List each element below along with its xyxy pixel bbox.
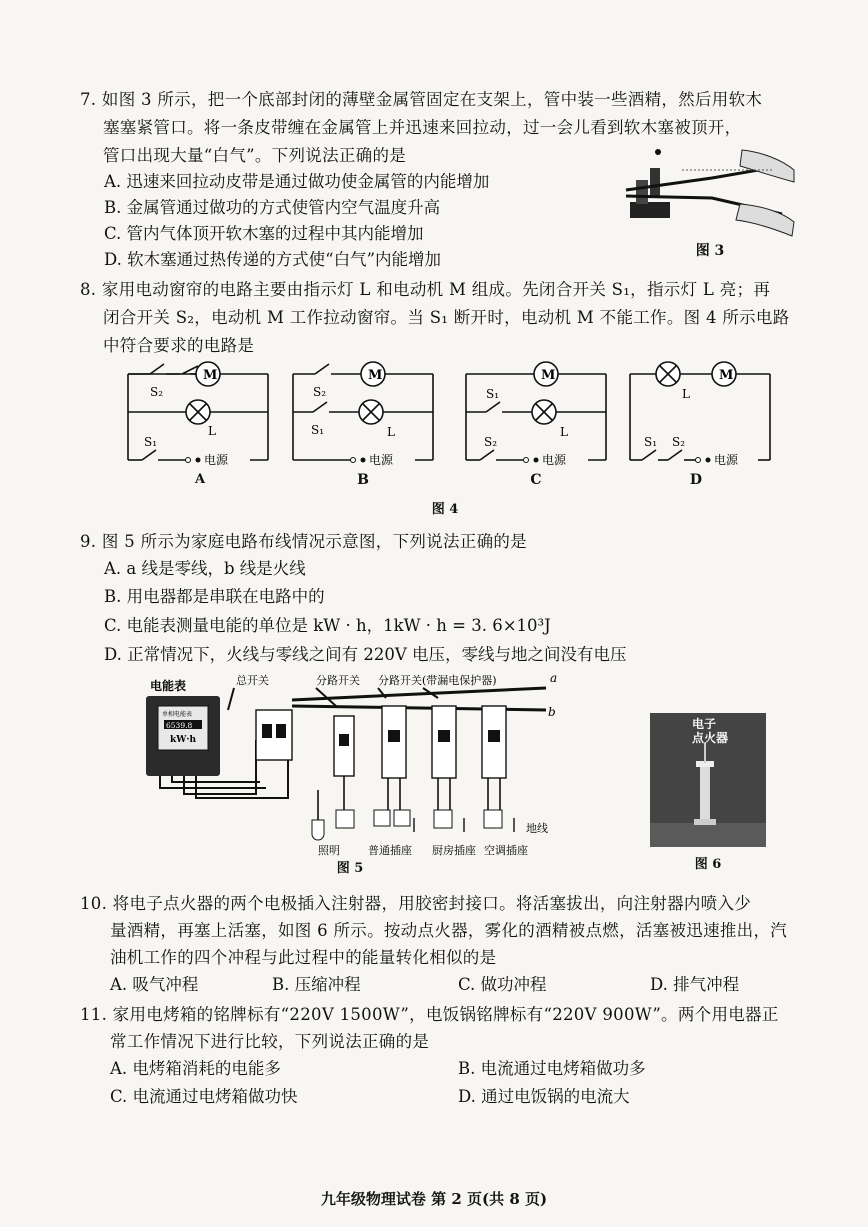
load-ac-socket-label: 空调插座: [484, 844, 528, 857]
q9-option-d: D. 正常情况下，火线与零线之间有 220V 电压，零线与地之间没有电压: [104, 645, 627, 664]
circuit-d-power-label: 电源: [714, 453, 739, 467]
kitchen-socket: [434, 810, 452, 828]
ac-socket: [484, 810, 502, 828]
circuit-b-label: B: [357, 472, 369, 488]
q7-option-b: B. 金属管通过做功的方式使管内空气温度升高: [104, 198, 441, 217]
circuit-d-switch2-label: S₂: [672, 435, 686, 449]
q8-line2: 闭合开关 S₂，电动机 M 工作拉动窗帘。当 S₁ 断开时，电动机 M 不能工作。图 4 所示电路: [103, 308, 790, 327]
lighting-switch: [336, 810, 354, 828]
load-lighting-label: 照明: [318, 844, 340, 857]
q7-line2: 塞塞紧管口。将一条皮带缠在金属管上并迅速来回拉动，过一会儿看到软木塞被顶开，: [103, 118, 742, 137]
circuit-d-label: D: [689, 472, 703, 488]
q10-line2: 量酒精，再塞上活塞，如图 6 所示。按动点火器，雾化的酒精被点燃，活塞被迅速推出，汽: [110, 921, 788, 940]
circuit-a-power-label: 电源: [204, 453, 229, 467]
photo-ignitor-label: 电子 点火器: [692, 717, 729, 745]
q7-option-d: D. 软木塞通过热传递的方式使“白气”内能增加: [104, 250, 442, 269]
q10-option-a: A. 吸气冲程: [110, 975, 199, 994]
q8-line3: 中符合要求的电路是: [103, 336, 255, 355]
figure-3-caption: 图 3: [695, 243, 725, 259]
load-general-socket-label: 普通插座: [368, 844, 412, 857]
main-switch: [256, 710, 292, 760]
figure-6-caption: 图 6: [694, 857, 722, 872]
meter-face-label: 单相电能表: [162, 711, 193, 718]
circuit-a: [120, 360, 275, 472]
circuit-a-label: A: [194, 472, 206, 487]
circuit-b: [285, 360, 440, 472]
figure-5-wiring-diagram: [138, 670, 598, 870]
lighting-bulb: [312, 820, 324, 840]
circuit-a-bottom-switch-label: S₁: [144, 435, 158, 449]
circuit-b-lamp-label: L: [387, 425, 395, 439]
q11-option-b: B. 电流通过电烤箱做功多: [458, 1059, 646, 1078]
branch-switch-label: 分路开关: [316, 674, 360, 687]
q7-line1: 7. 如图 3 所示，把一个底部封闭的薄壁金属管固定在支架上，管中装一些酒精，然后用软木: [80, 90, 763, 109]
q8-line1: 8. 家用电动窗帘的电路主要由指示灯 L 和电动机 M 组成。先闭合开关 S₁，指示灯 L 亮；再: [80, 280, 771, 299]
q11-line2: 常工作情况下进行比较，下列说法正确的是: [110, 1032, 430, 1051]
q9-option-a: A. a 线是零线，b 线是火线: [104, 559, 306, 578]
circuit-a-motor-label: M: [203, 368, 218, 383]
circuit-b-top-switch-label: S₂: [313, 385, 327, 399]
figure-5-caption: 图 5: [336, 861, 364, 876]
q9-option-b: B. 用电器都是串联在电路中的: [104, 587, 325, 606]
q7-option-c: C. 管内气体顶开软木塞的过程中其内能增加: [104, 224, 424, 243]
circuit-a-lamp-label: L: [208, 424, 216, 438]
figure-4-caption: 图 4: [431, 502, 459, 517]
branch-switch-rcd-label: 分路开关(带漏电保护器): [378, 674, 497, 687]
circuit-b-mid-switch-label: S₁: [311, 423, 325, 437]
q10-option-b: B. 压缩冲程: [272, 975, 361, 994]
q10-option-c: C. 做功冲程: [458, 975, 547, 994]
q7-line3: 管口出现大量“白气”。下列说法正确的是: [103, 146, 407, 165]
ground-wire-label: 地线: [526, 822, 548, 835]
circuit-c: [458, 360, 613, 472]
q9-option-c: C. 电能表测量电能的单位是 kW · h，1kW · h = 3. 6×10³J: [104, 616, 551, 635]
circuit-d-switch1-label: S₁: [644, 435, 658, 449]
q10-line3: 油机工作的四个冲程与此过程中的能量转化相似的是: [110, 948, 497, 967]
main-switch-label: 总开关: [236, 674, 269, 687]
wire-b-label: b: [548, 705, 556, 719]
circuit-b-power-label: 电源: [369, 453, 394, 467]
circuit-c-label: C: [530, 472, 542, 488]
circuit-c-bottom-switch-label: S₂: [484, 435, 498, 449]
meter-title: 电能表: [150, 679, 187, 693]
figure-3-illustration: [622, 140, 797, 240]
q11-option-d: D. 通过电饭锅的电流大: [458, 1087, 630, 1106]
load-kitchen-socket-label: 厨房插座: [432, 844, 476, 857]
q7-option-a: A. 迅速来回拉动皮带是通过做功使金属管的内能增加: [104, 172, 490, 191]
q11-line1: 11. 家用电烤箱的铭牌标有“220V 1500W”，电饭锅铭牌标有“220V 900W”。两个用电器正: [80, 1005, 779, 1024]
wire-a-label: a: [550, 671, 558, 685]
circuit-c-power-label: 电源: [542, 453, 567, 467]
circuit-d-lamp-label: L: [682, 387, 690, 401]
circuit-a-top-switch-label: S₂: [150, 385, 164, 399]
circuit-b-motor-label: M: [368, 368, 383, 383]
page-footer: 九年级物理试卷 第 2 页(共 8 页): [320, 1190, 548, 1208]
general-socket-2: [394, 810, 410, 826]
circuit-c-motor-label: M: [541, 368, 556, 383]
q10-option-d: D. 排气冲程: [650, 975, 740, 994]
q11-option-a: A. 电烤箱消耗的电能多: [110, 1059, 281, 1078]
circuit-c-lamp-label: L: [560, 425, 568, 439]
q11-option-c: C. 电流通过电烤箱做功快: [110, 1087, 298, 1106]
q9-line1: 9. 图 5 所示为家庭电路布线情况示意图，下列说法正确的是: [80, 532, 527, 551]
q10-line1: 10. 将电子点火器的两个电极插入注射器，用胶密封接口。将活塞拔出，向注射器内喷入少: [80, 894, 752, 913]
figure-6-photo: [650, 713, 766, 847]
meter-reading: 6539.8: [166, 721, 193, 730]
circuit-c-mid-switch-label: S₁: [486, 387, 500, 401]
meter-unit: kW·h: [170, 735, 197, 745]
circuit-d: [622, 360, 777, 472]
circuit-d-motor-label: M: [719, 368, 734, 383]
general-socket-1: [374, 810, 390, 826]
